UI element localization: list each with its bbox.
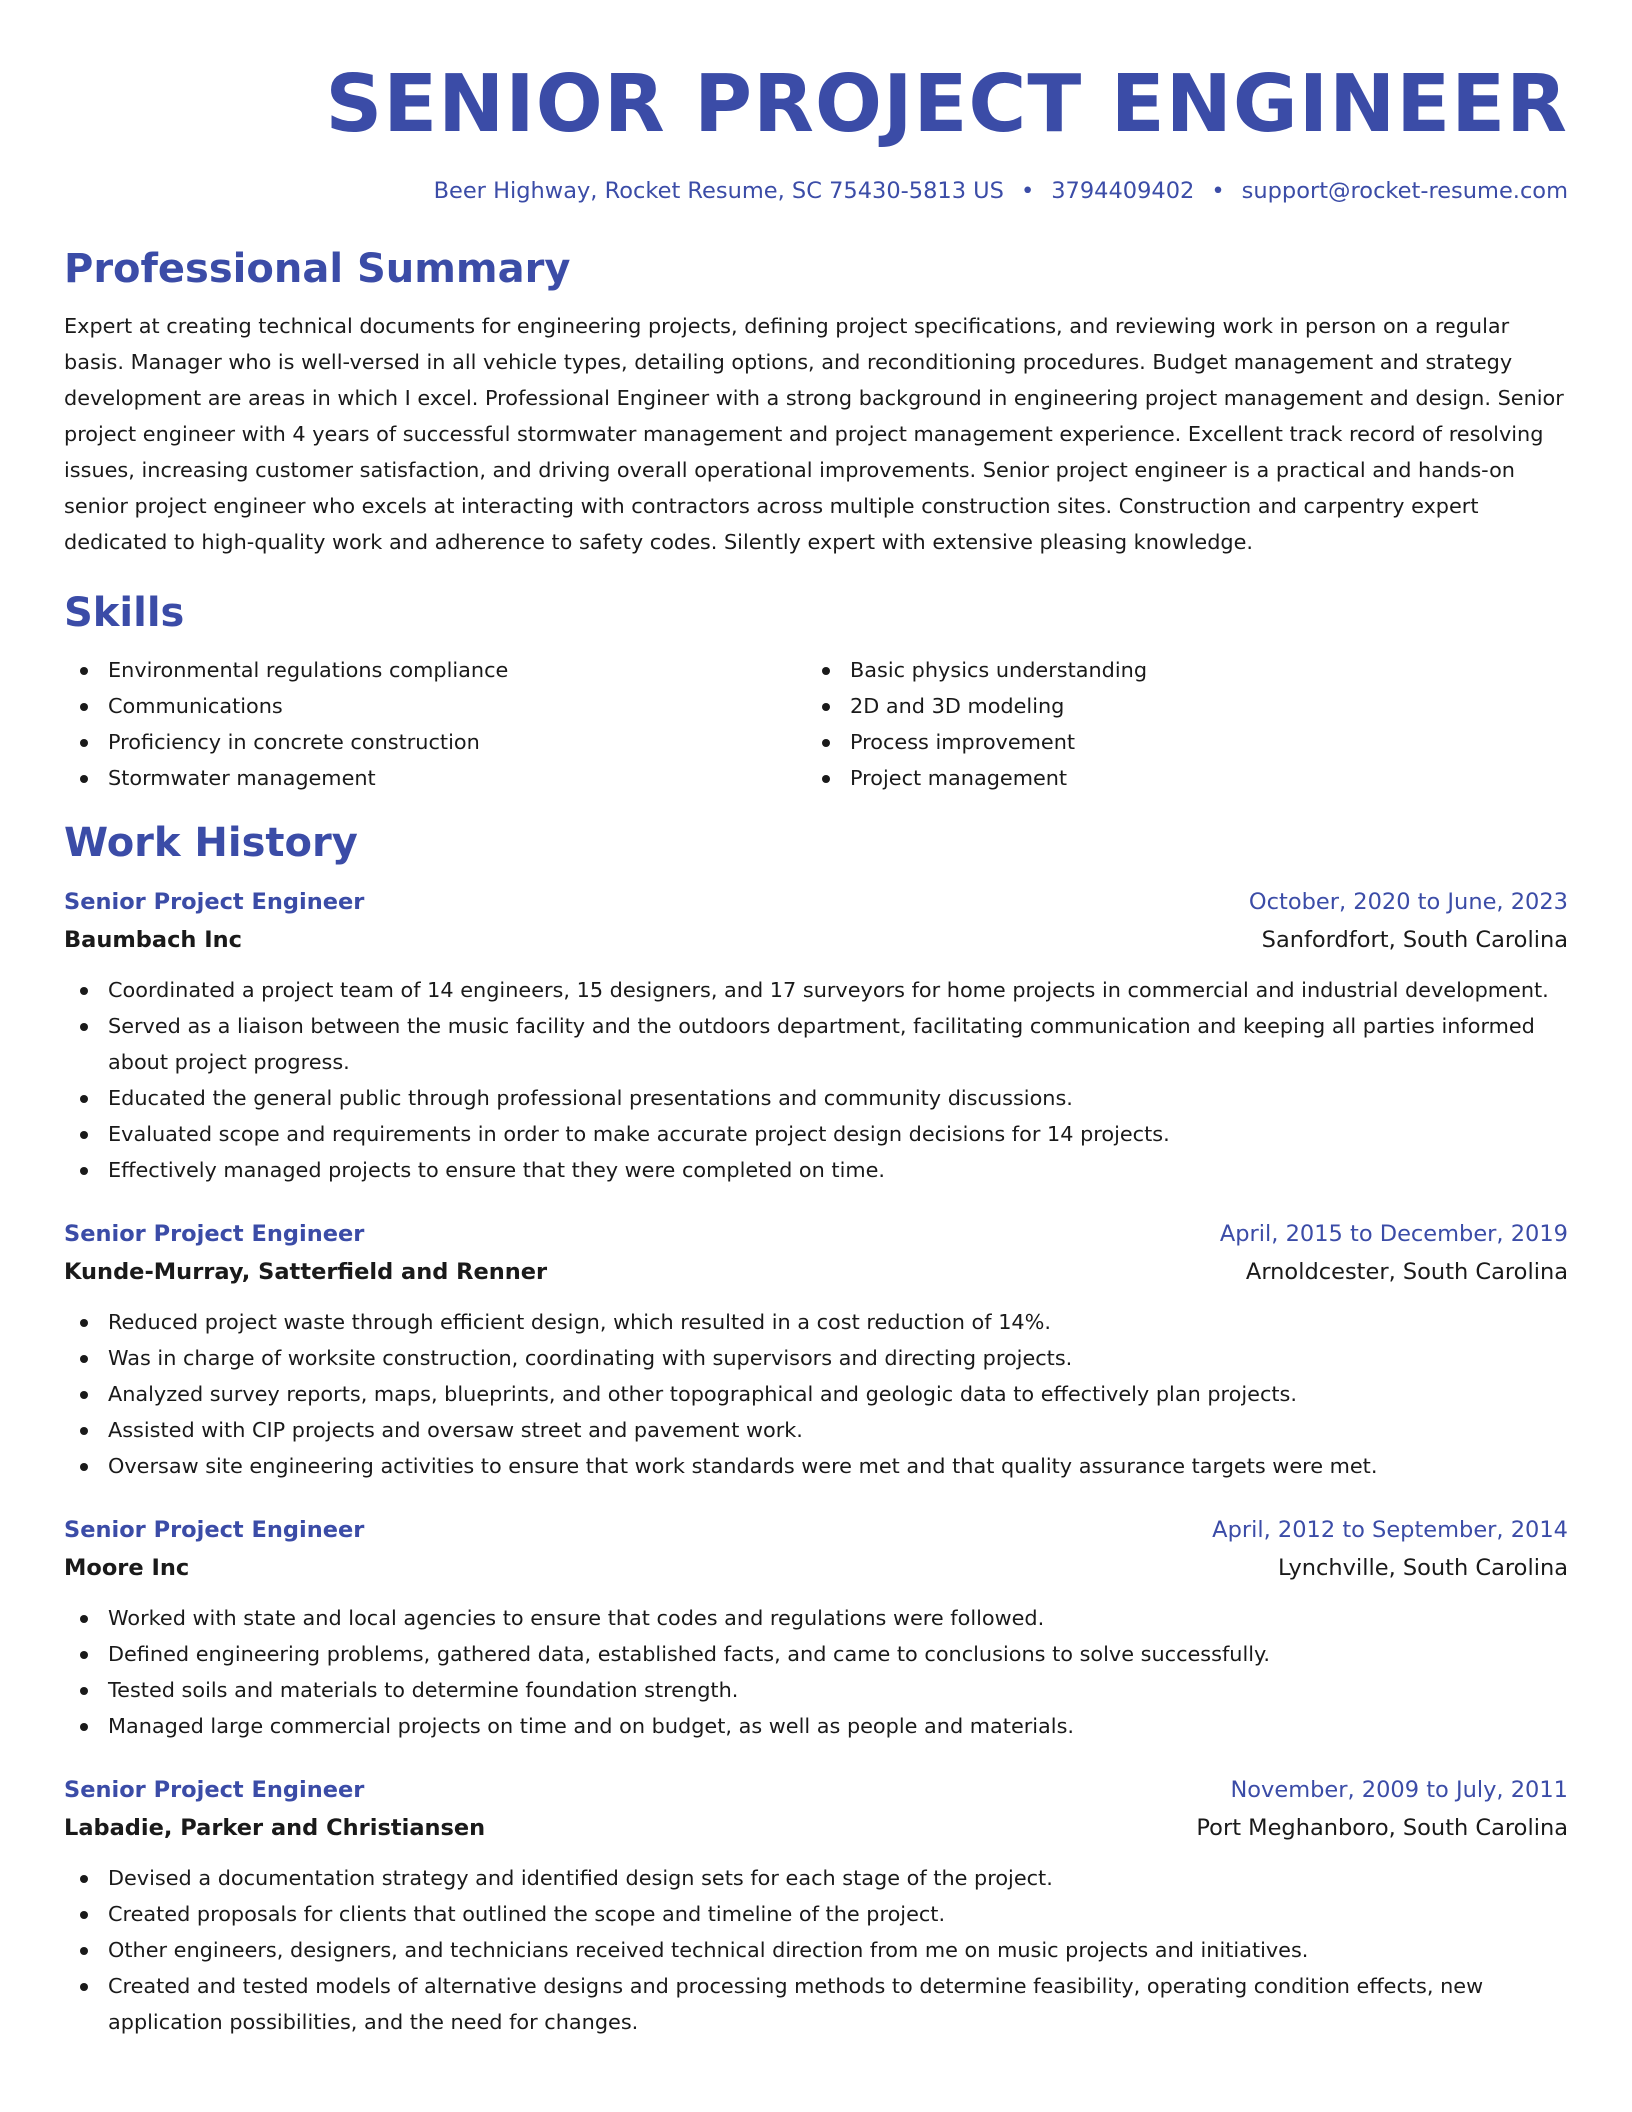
- job-bullet: Served as a liaison between the music facility and the outdoors department, facilitating communication and keeping all parties informed about project progress.: [64, 1008, 1568, 1080]
- skills-heading: Skills: [64, 590, 185, 636]
- job-bullet: Reduced project waste through efficient design, which resulted in a cost reduction of 14%.: [64, 1304, 1568, 1340]
- job-bullet: Evaluated scope and requirements in order to make accurate project design decisions for 14 projects.: [64, 1116, 1568, 1152]
- job-dates: April, 2015 to December, 2019: [1219, 1221, 1568, 1247]
- skill-item: Communications: [64, 688, 806, 724]
- company-name: Moore Inc: [64, 1555, 190, 1581]
- job-location: Arnoldcester, South Carolina: [1245, 1259, 1568, 1285]
- job-dates: October, 2020 to June, 2023: [1248, 889, 1568, 915]
- work-history-heading: Work History: [64, 820, 358, 866]
- job-bullet: Worked with state and local agencies to ensure that codes and regulations were followed.: [64, 1600, 1568, 1636]
- job-bullet: Tested soils and materials to determine foundation strength.: [64, 1672, 1568, 1708]
- job-title: Senior Project Engineer: [64, 1777, 365, 1803]
- job-bullets: [64, 1860, 1568, 2040]
- job-entry: [64, 1512, 1568, 1744]
- job-bullets: [64, 972, 1568, 1188]
- job-location: Sanfordfort, South Carolina: [1261, 927, 1568, 953]
- job-bullet: Managed large commercial projects on time and on budget, as well as people and materials.: [64, 1708, 1568, 1744]
- job-bullet: Educated the general public through professional presentations and community discussions.: [64, 1080, 1568, 1116]
- contact-phone: 3794409402: [1051, 178, 1195, 204]
- company-name: Labadie, Parker and Christiansen: [64, 1815, 486, 1841]
- skill-item: Project management: [806, 760, 1548, 796]
- skill-item: Process improvement: [806, 724, 1548, 760]
- job-title: Senior Project Engineer: [64, 1517, 365, 1543]
- skills-list: [64, 652, 1568, 796]
- job-bullet: Defined engineering problems, gathered data, established facts, and came to conclusions to solve successfully.: [64, 1636, 1568, 1672]
- job-bullet: Oversaw site engineering activities to ensure that work standards were met and that quality assurance targets were met.: [64, 1448, 1568, 1484]
- job-bullet: Was in charge of worksite construction, coordinating with supervisors and directing projects.: [64, 1340, 1568, 1376]
- contact-separator: •: [1211, 178, 1225, 204]
- summary-text: Expert at creating technical documents for engineering projects, defining project specifications, and reviewing work in person on a regular basis. Manager who is well-versed in all vehicle types, detailing options, and reconditioning procedures. Budget management and strategy development are areas in which I excel. Professional Engineer with a strong background in engineering project management and design. Senior project engineer with 4 years of successful stormwater management and project management experience. Excellent track record of resolving issues, increasing customer satisfaction, and driving overall operational improvements. Senior project engineer is a practical and hands-on senior project engineer who excels at interacting with contractors across multiple construction sites. Construction and carpentry expert dedicated to high-quality work and adherence to safety codes. Silently expert with extensive pleasing knowledge.: [64, 314, 1564, 554]
- job-location: Lynchville, South Carolina: [1277, 1555, 1568, 1581]
- job-dates: November, 2009 to July, 2011: [1230, 1777, 1568, 1803]
- job-title: Senior Project Engineer: [64, 889, 365, 915]
- skill-item: Proficiency in concrete construction: [64, 724, 806, 760]
- contact-separator: •: [1020, 178, 1035, 204]
- skill-item: 2D and 3D modeling: [806, 688, 1548, 724]
- job-entry: [64, 884, 1568, 1188]
- skills-column-right: [806, 652, 1548, 796]
- skill-item: Stormwater management: [64, 760, 806, 796]
- resume-name: SENIOR PROJECT ENGINEER: [325, 58, 1568, 150]
- job-bullet: Devised a documentation strategy and identified design sets for each stage of the project.: [64, 1860, 1568, 1896]
- job-location: Port Meghanboro, South Carolina: [1196, 1815, 1568, 1841]
- job-bullet: Coordinated a project team of 14 engineers, 15 designers, and 17 surveyors for home projects in commercial and industrial development.: [64, 972, 1568, 1008]
- resume-page: [64, 0, 1568, 2040]
- skill-item: Basic physics understanding: [806, 652, 1548, 688]
- contact-email: support@rocket-resume.com: [1241, 178, 1568, 204]
- company-name: Kunde-Murray, Satterfield and Renner: [64, 1259, 548, 1285]
- job-dates: April, 2012 to September, 2014: [1212, 1517, 1568, 1543]
- job-entry: [64, 1216, 1568, 1484]
- company-name: Baumbach Inc: [64, 927, 243, 953]
- job-bullets: [64, 1600, 1568, 1744]
- job-bullet: Created proposals for clients that outlined the scope and timeline of the project.: [64, 1896, 1568, 1932]
- contact-line: [64, 177, 1568, 205]
- job-title: Senior Project Engineer: [64, 1221, 365, 1247]
- skills-column-left: [64, 652, 806, 796]
- summary-heading: Professional Summary: [64, 246, 571, 292]
- job-bullets: [64, 1304, 1568, 1484]
- job-bullet: Assisted with CIP projects and oversaw street and pavement work.: [64, 1412, 1568, 1448]
- job-bullet: Created and tested models of alternative designs and processing methods to determine feasibility, operating condition effects, new application possibilities, and the need for changes.: [64, 1968, 1568, 2040]
- contact-address: Beer Highway, Rocket Resume, SC 75430-5813 US: [433, 178, 1004, 204]
- job-bullet: Other engineers, designers, and technicians received technical direction from me on music projects and initiatives.: [64, 1932, 1568, 1968]
- job-entry: [64, 1772, 1568, 2040]
- job-bullet: Effectively managed projects to ensure that they were completed on time.: [64, 1152, 1568, 1188]
- skill-item: Environmental regulations compliance: [64, 652, 806, 688]
- job-bullet: Analyzed survey reports, maps, blueprints, and other topographical and geologic data to effectively plan projects.: [64, 1376, 1568, 1412]
